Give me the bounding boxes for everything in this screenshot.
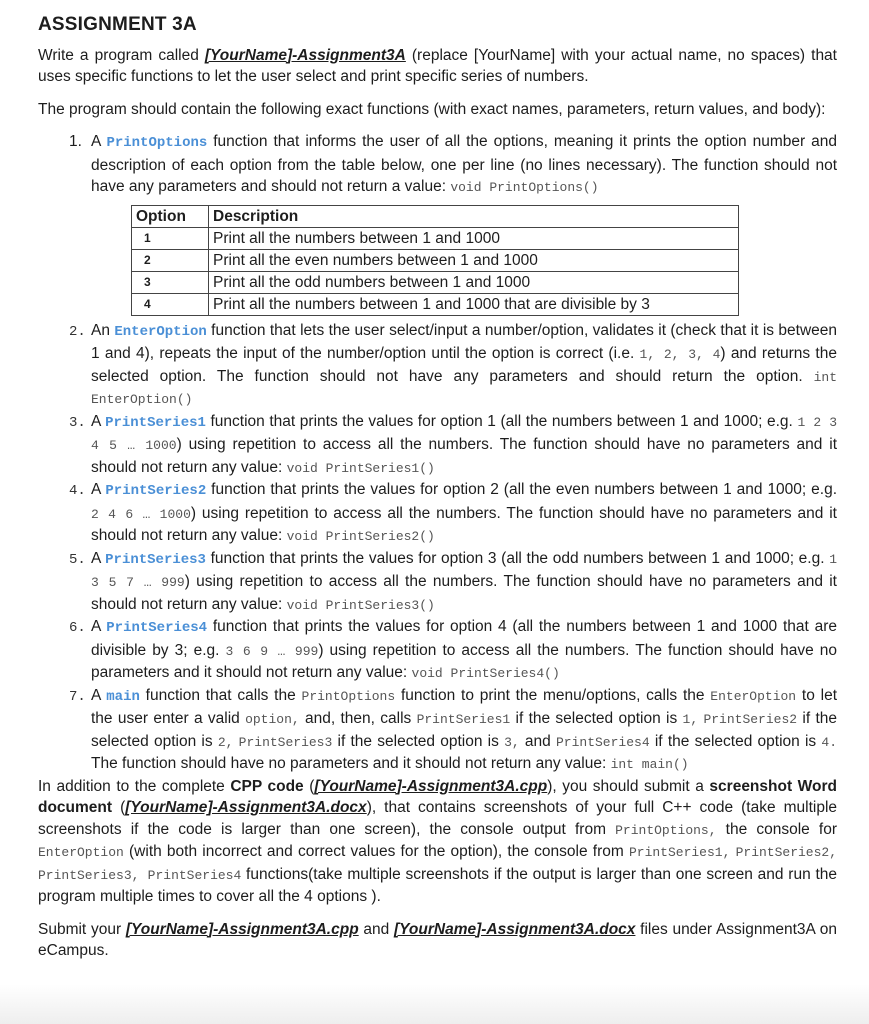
table-header: Option	[132, 205, 209, 227]
item-text: ) using repetition to access all the numbers. The function should have no parameters and it should not return any value:	[91, 504, 837, 544]
item-text: ) using repetition to access all the numbers. The function should have no parameters and it should not return any value:	[91, 436, 837, 476]
intro-paragraph	[38, 45, 837, 88]
function-signature: void PrintSeries4()	[411, 666, 560, 681]
bold-text: screenshot Word document	[38, 777, 837, 816]
code-ref: PrintSeries1	[416, 712, 511, 727]
code-ref: option,	[245, 712, 300, 727]
final-text: and	[358, 920, 394, 938]
item-text: ) using repetition to access all the numbers. The function should have no parameters and it should not return any value:	[91, 641, 837, 681]
function-list-continued	[38, 320, 837, 776]
function-signature: int EnterOption()	[91, 369, 837, 407]
function-name: PrintSeries2	[105, 483, 207, 499]
table-cell-description: Print all the numbers between 1 and 1000	[209, 227, 739, 249]
submission-text: ), you should submit a	[547, 777, 710, 795]
table-cell-option: 1	[132, 227, 209, 249]
item-text: A	[91, 133, 107, 150]
final-text: files under Assignment3A on eCampus.	[38, 920, 837, 959]
cpp-file-link: [YourName]-Assignment3A.cpp	[125, 920, 359, 938]
item-text: if the selected option is	[510, 710, 683, 727]
table-cell-option: 3	[132, 271, 209, 293]
table-row	[132, 227, 739, 249]
code-ref: PrintSeries2, PrintSeries3, PrintSeries4	[38, 845, 838, 883]
submission-text: the console for	[716, 820, 837, 838]
option-values: 1, 2, 3, 4	[639, 347, 721, 362]
item-text: A	[91, 481, 106, 498]
code-ref: EnterOption	[710, 688, 797, 704]
function-name: main	[106, 688, 140, 705]
example-values: 3 6 9 … 999	[225, 643, 319, 659]
program-name-link: [YourName]-Assignment3A	[204, 46, 406, 64]
item-text: function that prints the values for option 4 (all the numbers between 1 and 1000 that are divisible by 3; e.g.	[91, 618, 837, 659]
item-text: function that prints the values for option 1 (all the numbers between 1 and 1000; e.g.	[205, 412, 798, 430]
item-number: 5.	[69, 551, 86, 568]
code-ref: 2,	[217, 734, 234, 750]
code-ref: PrintOptions,	[615, 822, 717, 838]
code-ref: 1,	[682, 712, 699, 727]
submission-text: (	[112, 799, 126, 816]
list-item-7	[38, 685, 837, 776]
item-text: function that prints the values for option 3 (all the odd numbers between 1 and 1000; e.g.	[205, 549, 830, 567]
list-item-2	[38, 320, 837, 411]
function-signature: void PrintSeries1()	[286, 460, 435, 476]
item-number: 3.	[69, 414, 86, 431]
function-list	[38, 131, 837, 199]
table-header: Description	[209, 205, 739, 227]
table-cell-description: Print all the even numbers between 1 and 1000	[209, 249, 739, 271]
item-text: An	[91, 321, 115, 339]
item-number: 7.	[69, 688, 86, 705]
item-text: if the selected option is	[649, 732, 822, 750]
table-cell-option: 4	[132, 293, 209, 315]
list-item-6	[38, 616, 837, 685]
function-name: PrintSeries3	[105, 551, 206, 568]
table-row	[132, 293, 739, 315]
submission-text: functions(take multiple screenshots if the output is larger than one screen and run the program multiple times to cover all the 4 options ).	[38, 865, 837, 905]
example-values: 1 2 3 4 5 … 1000	[91, 414, 838, 453]
item-number: 4.	[69, 483, 86, 499]
list-item-4	[38, 479, 837, 548]
function-name: PrintOptions	[106, 135, 208, 151]
item-text: and	[519, 732, 556, 750]
item-number: 6.	[69, 620, 86, 636]
table-cell-description: Print all the odd numbers between 1 and 1000	[209, 271, 739, 293]
list-item-3	[38, 411, 837, 480]
bold-text: CPP code	[230, 777, 304, 795]
function-name: PrintSeries1	[105, 414, 206, 431]
function-signature: void PrintSeries2()	[286, 529, 435, 544]
code-ref: PrintSeries2	[703, 712, 798, 727]
submission-text: ), that contains screenshots of your full C++ code (take multiple screenshots if the code is larger than one screen), the console output from	[38, 799, 838, 838]
function-name: EnterOption	[114, 323, 207, 340]
function-name: PrintSeries4	[106, 620, 208, 636]
cpp-file-link: [YourName]-Assignment3A.cpp	[314, 777, 548, 795]
code-ref: EnterOption	[38, 845, 124, 860]
list-item-5	[38, 548, 837, 617]
code-ref: 3,	[504, 734, 520, 750]
final-text: Submit your	[38, 920, 126, 938]
example-values: 2 4 6 … 1000	[91, 506, 191, 522]
final-paragraph	[38, 919, 837, 962]
item-text: to let the user enter a valid	[91, 686, 837, 727]
item-text: The function should have no parameters and it should not return any value:	[91, 755, 611, 772]
item-text: A	[91, 412, 106, 430]
code-ref: PrintSeries1,	[628, 845, 731, 860]
example-values: 1 3 5 7 … 999	[91, 551, 837, 590]
item-number: 1.	[69, 133, 82, 150]
item-text: A	[91, 549, 106, 567]
list-item-1	[38, 131, 837, 199]
submission-text: In addition to the complete	[38, 777, 231, 795]
code-ref: PrintSeries4	[556, 734, 650, 750]
table-cell-description: Print all the numbers between 1 and 1000 that are divisible by 3	[209, 293, 739, 315]
function-signature: void PrintOptions()	[450, 180, 599, 195]
docx-file-link: [YourName]-Assignment3A.docx	[125, 799, 367, 816]
table-row	[132, 271, 739, 293]
code-ref: 4.	[821, 734, 838, 750]
item-number: 2.	[69, 323, 86, 340]
item-text: function that prints the values for option 2 (all the even numbers between 1 and 1000; e.g.	[206, 481, 837, 498]
item-text: A	[91, 686, 107, 704]
intro-text: (replace [YourName] with your actual name, no spaces) that uses specific functions to let the user select and print specific series of numbers.	[38, 46, 837, 85]
item-text: ) using repetition to access all the numbers. The function should have no parameters and it should not return any value:	[91, 573, 837, 613]
item-text: A	[91, 618, 107, 635]
item-text: ) and returns the selected option. The function should not have any parameters and should return the option.	[91, 345, 837, 385]
item-text: function that lets the user select/input a number/option, validates it (check that it is between 1 and 4), repeats the input of the number/option until the option is correct (i.e.	[91, 321, 838, 362]
item-text: function that calls the	[139, 686, 302, 704]
page-title: ASSIGNMENT 3A	[38, 14, 197, 35]
table-header-row	[132, 205, 739, 227]
submission-paragraph	[38, 776, 837, 908]
options-table	[131, 205, 739, 316]
code-ref: PrintSeries3	[238, 734, 333, 750]
item-text: if the selected option is	[332, 732, 505, 750]
functions-intro: The program should contain the following exact functions (with exact names, parameters, return values, and body):	[38, 100, 826, 118]
item-text: function to print the menu/options, calls the	[395, 686, 711, 704]
docx-file-link: [YourName]-Assignment3A.docx	[393, 920, 636, 938]
submission-text: (with both incorrect and correct values for the option), the console from	[123, 843, 629, 860]
function-signature: int main()	[610, 757, 689, 772]
page-bottom-shade	[0, 984, 869, 1024]
item-text: if the selected option is	[91, 710, 837, 750]
intro-text: Write a program called	[38, 46, 205, 64]
item-text: and, then, calls	[299, 710, 417, 727]
code-ref: PrintOptions	[301, 688, 396, 704]
submission-text: (	[303, 777, 315, 795]
item-text: function that informs the user of all the options, meaning it prints the option number and description of each option from the table below, one per line (no lines necessary). The function should not have any parameters and should not return a value:	[91, 133, 837, 195]
function-signature: void PrintSeries3()	[286, 597, 435, 613]
table-cell-option: 2	[132, 249, 209, 271]
table-row	[132, 249, 739, 271]
